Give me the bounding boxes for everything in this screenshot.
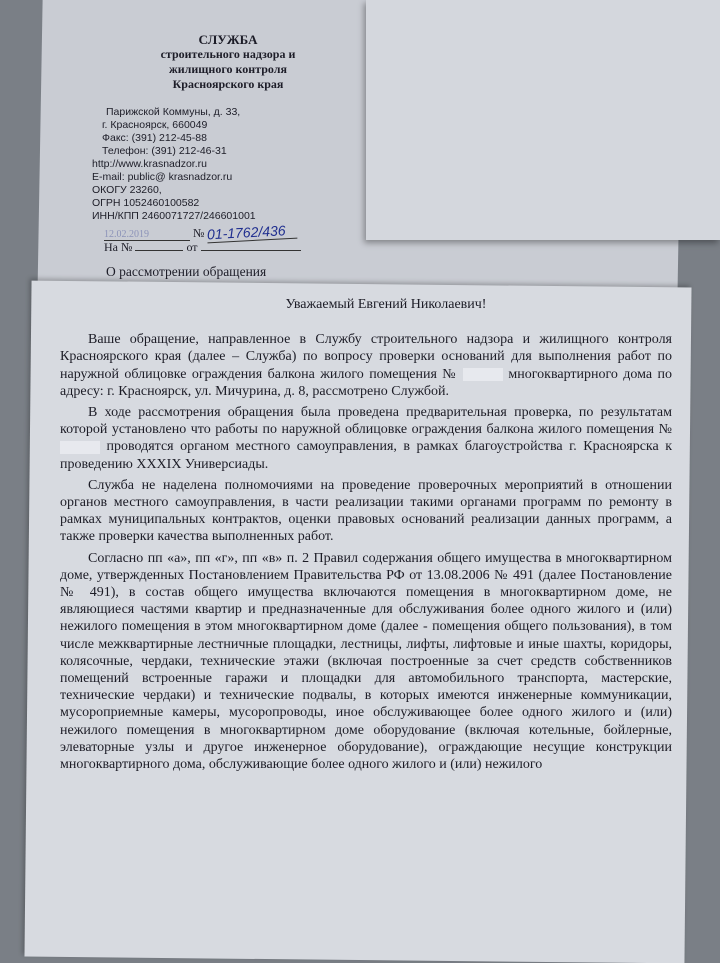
folded-paper-flap	[366, 0, 720, 240]
contact-city: г. Красноярск, 660049	[102, 119, 208, 131]
contact-inn: ИНН/КПП 2460071727/246601001	[92, 210, 256, 222]
reference-line	[104, 240, 301, 255]
paragraph-4: Согласно пп «а», пп «г», пп «в» п. 2 Правил содержания общего имущества в многоквартирном доме, утвержденных Постановлением Правительства РФ от 13.08.2006 № 491 (далее Постановление № 491), в состав общего имущества включаются помещения в многоквартирном доме, не являющиеся частями квартир и предназначенные для обслуживания более одного жилого и (или) нежилого помещения в этом многоквартирном доме (далее - помещения общего пользования), в том числе межквартирные лестничные площадки, лестницы, лифты, лифтовые и иные шахты, коридоры, колясочные, чердаки, технические этажи (включая построенные за счет средств собственников помещений встроенные гаражи и площадки для автомобильного транспорта, мастерские, технические чердаки) и технические подвалы, в которых имеются инженерные коммуникации, мусороприемные камеры, мусоропроводы, иное обслуживающее более одного жилого и (или) нежилого помещения в многоквартирном доме оборудование (включая котельные, бойлерные, элеваторные узлы и другое инженерное оборудование), ограждающие несущие конструкции многоквартирного дома, обслуживающие более одного жилого и (или) нежилого	[60, 550, 672, 773]
paragraph-1	[60, 331, 672, 400]
paragraph-1-start: Ваше обращение, направленное в Службу строительного надзора и жилищного контроля Красноярского края (далее – Служба) по вопросу проверки оснований для выполнения работ по наружной облицовке ограждения балкона жилого помещения №	[60, 332, 672, 382]
contact-okogu: ОКОГУ 23260,	[92, 184, 162, 196]
organization-name	[148, 32, 308, 92]
reference-from-label: от	[186, 240, 198, 254]
registration-number: 01-1762/436	[207, 222, 298, 244]
paragraph-1-end: многоквартирного дома по адресу: г. Красноярск, ул. Мичурина, д. 8, рассмотрено Службой.	[60, 366, 673, 399]
number-label: №	[193, 226, 205, 240]
contact-website: http://www.krasnadzor.ru	[92, 158, 207, 170]
org-title: СЛУЖБА	[198, 32, 258, 47]
reference-date-blank	[201, 250, 301, 251]
org-line-3: Красноярского края	[172, 77, 284, 91]
paragraph-2-end: проводятся органом местного самоуправления, в рамках благоустройства г. Красноярска к проведению XXXIX Универсиады.	[60, 439, 673, 472]
paragraph-2-start: В ходе рассмотрения обращения была проведена предварительная проверка, по результатам которой установлено что работы по наружной облицовке ограждения балкона жилого помещения №	[60, 405, 672, 438]
letter-body	[60, 296, 672, 777]
paragraph-2	[60, 404, 672, 473]
redacted-apartment-number	[463, 368, 503, 381]
org-line-1: строительного надзора и	[160, 47, 296, 61]
registration-line	[104, 224, 297, 241]
contact-ogrn: ОГРН 1052460100582	[92, 197, 200, 209]
reference-blank	[135, 250, 183, 251]
org-line-2: жилищного контроля	[169, 62, 287, 76]
contact-block	[92, 106, 256, 223]
registration-date: 12.02.2019	[104, 229, 190, 241]
paragraph-3: Служба не наделена полномочиями на проведение проверочных мероприятий в отношении органов местного самоуправления, в части реализации такими органами программ по ремонту в рамках муниципальных контрактов, оценки правовых оснований реализации данных программ, а также проверки качества выполненных работ.	[60, 477, 672, 545]
greeting: Уважаемый Евгений Николаевич!	[285, 297, 487, 312]
contact-fax: Факс: (391) 212-45-88	[102, 132, 207, 144]
letter-subject: О рассмотрении обращения	[106, 264, 267, 279]
redacted-apartment-number-2	[60, 441, 100, 454]
contact-address: Парижской Коммуны, д. 33,	[106, 106, 241, 118]
reference-label: На №	[104, 240, 133, 254]
contact-phone: Телефон: (391) 212-46-31	[102, 145, 227, 157]
contact-email: E-mail: public@ krasnadzor.ru	[92, 171, 233, 183]
